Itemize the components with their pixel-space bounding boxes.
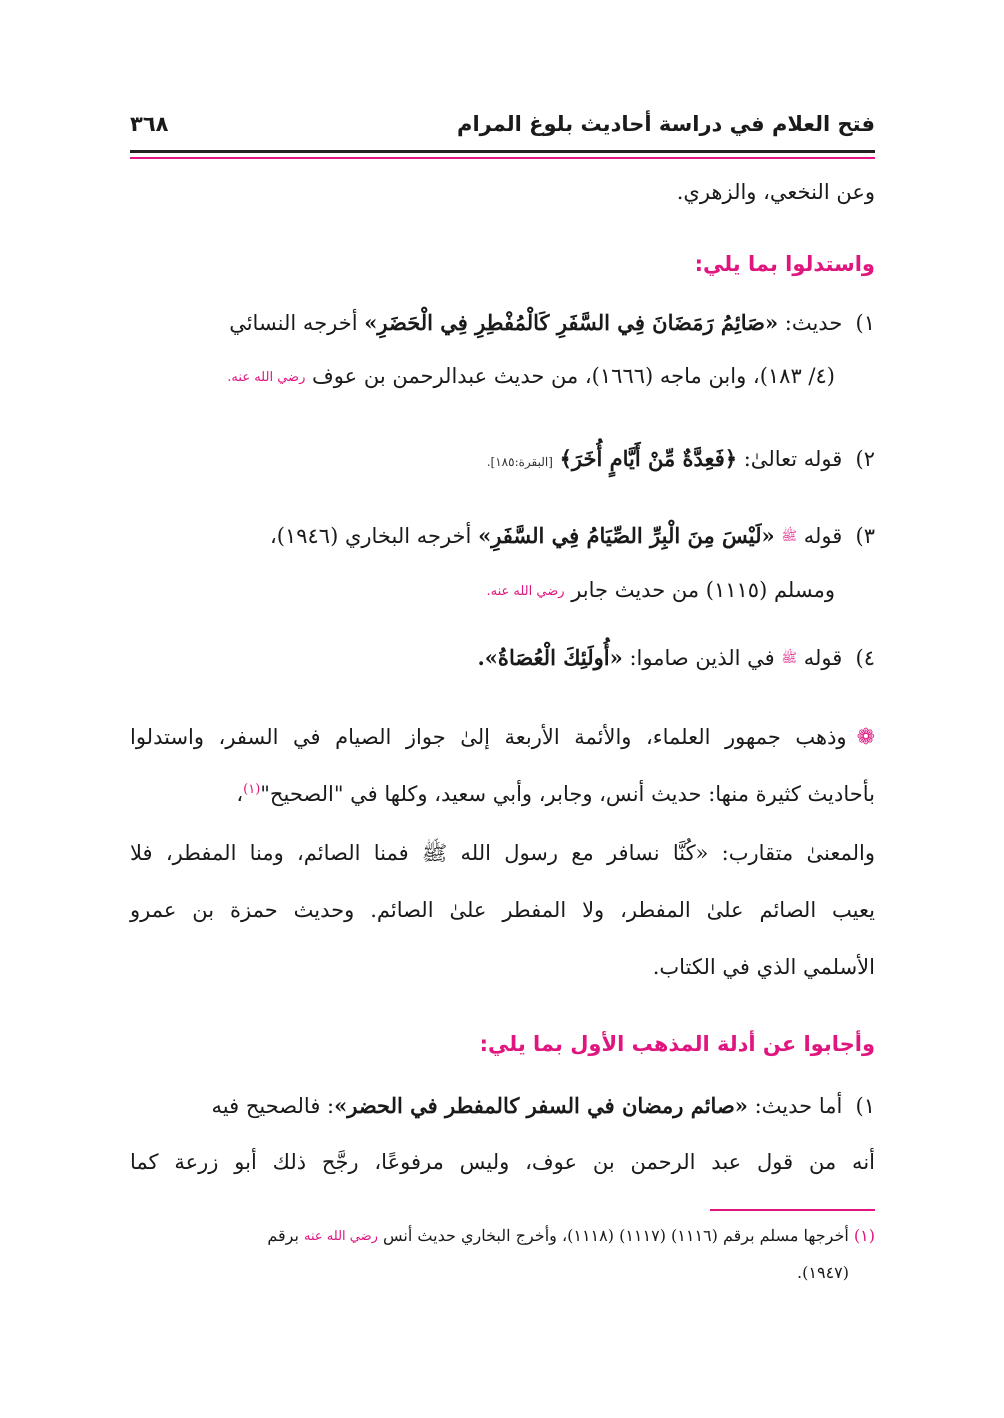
item-prefix: حديث: — [784, 311, 843, 335]
hadith-quote: «لَيْسَ مِنَ الْبِرِّ الصِّيَامُ فِي السَّفَرِ» — [478, 523, 775, 548]
item-prefix: قوله — [803, 524, 843, 548]
item-middle: في الذين صاموا: — [629, 646, 775, 670]
paragraph-line-2: بأحاديث كثيرة منها: حديث أنس، وجابر، وأبي سعيد، وكلها في "الصحيح"$^{(١)}$، — [236, 782, 875, 806]
evidence-item-2 — [130, 446, 875, 471]
footnote-text-end: برقم — [267, 1226, 299, 1245]
item-rest: : فالصحيح فيه — [211, 1094, 335, 1118]
footnote-text: أخرجها مسلم برقم (١١١٦) (١١١٧) (١١١٨)، وأخرج البخاري حديث أنس — [383, 1226, 849, 1245]
hadith-quote: «أُولَئِكَ الْعُصَاةُ». — [477, 645, 623, 670]
footnote-number: (١) — [853, 1226, 875, 1245]
item-prefix: أما حديث: — [754, 1094, 843, 1118]
page — [130, 0, 875, 1418]
paragraph-line-5: الأسلمي الذي في الكتاب. — [652, 955, 875, 979]
salutation-icon: ﷺ — [781, 651, 798, 666]
paragraph-line-3: والمعنىٰ متقارب: «كُنَّا نسافر مع رسول الله ﷺ فمنا الصائم، ومنا المفطر، فلا — [130, 841, 875, 865]
page-header — [130, 112, 875, 144]
hadith-quote: «صَائِمُ رَمَضَانَ فِي السَّفَرِ كَالْمُفْطِرِ فِي الْحَضَرِ» — [364, 310, 779, 335]
response-item-1 — [130, 1093, 875, 1118]
intro-line: وعن النخعي، والزهري. — [676, 180, 875, 204]
item-number: ٢) — [855, 447, 875, 471]
paragraph-line-4: يعيب الصائم علىٰ المفطر، ولا المفطر علىٰ الصائم. وحديث حمزة بن عمرو — [130, 898, 875, 922]
honorific-icon: رضي الله عنه. — [486, 584, 565, 599]
evidence-item-1-continued — [130, 364, 835, 388]
response-item-1-continued: أنه من قول عبد الرحمن بن عوف، وليس مرفوعًا، رجَّح ذلك أبو زرعة كما — [130, 1150, 875, 1174]
item-source: أخرجه البخاري (١٩٤٦)، — [269, 524, 472, 548]
quran-verse: ﴿فَعِدَّةٌ مِّنْ أَيَّامٍ أُخَرَ﴾ — [559, 446, 738, 471]
item-number: ٤) — [855, 646, 875, 670]
flower-ornament-icon: ❁ — [856, 725, 875, 750]
evidence-item-3-continued — [130, 578, 835, 602]
evidence-item-1 — [130, 310, 875, 335]
footnote-line-1 — [130, 1226, 875, 1245]
item-source-cont: (٤/ ١٨٣)، وابن ماجه (١٦٦٦)، من حديث عبدالرحمن بن عوف — [312, 364, 835, 388]
evidence-item-4 — [130, 645, 875, 670]
paragraph-text: بأحاديث كثيرة منها: حديث أنس، وجابر، وأبي سعيد، وكلها في "الصحيح" — [260, 782, 875, 806]
hadith-quote: «صائم رمضان في السفر كالمفطر في الحضر» — [334, 1093, 748, 1118]
item-prefix: قوله تعالىٰ: — [743, 447, 843, 471]
item-number: ١) — [855, 311, 875, 335]
verse-reference: [البقرة:١٨٥]. — [486, 455, 553, 469]
item-number: ٣) — [855, 524, 875, 548]
item-number: ١) — [855, 1094, 875, 1118]
header-accent-rule — [130, 157, 875, 159]
footnote-ref[interactable]: (١) — [243, 782, 261, 797]
item-source: أخرجه النسائي — [229, 311, 358, 335]
honorific-icon: رضي الله عنه — [304, 1229, 378, 1244]
header-rule — [130, 150, 875, 153]
footnote-line-2: (١٩٤٧). — [797, 1263, 849, 1282]
section-heading-evidence: واستدلوا بما يلي: — [694, 252, 875, 276]
page-number: ٣٦٨ — [130, 112, 169, 136]
section-heading-responses: وأجابوا عن أدلة المذهب الأول بما يلي: — [479, 1032, 875, 1056]
evidence-item-3 — [130, 523, 875, 548]
paragraph-line-1 — [130, 725, 875, 750]
item-source-cont: ومسلم (١١١٥) من حديث جابر — [571, 578, 835, 602]
honorific-icon: رضي الله عنه. — [227, 370, 306, 385]
footnote-rule — [710, 1209, 875, 1211]
item-prefix: قوله — [803, 646, 843, 670]
paragraph-text: وذهب جمهور العلماء، والأئمة الأربعة إلىٰ جواز الصيام في السفر، واستدلوا — [130, 725, 847, 749]
book-title: فتح العلام في دراسة أحاديث بلوغ المرام — [457, 112, 875, 136]
salutation-icon: ﷺ — [781, 529, 798, 544]
